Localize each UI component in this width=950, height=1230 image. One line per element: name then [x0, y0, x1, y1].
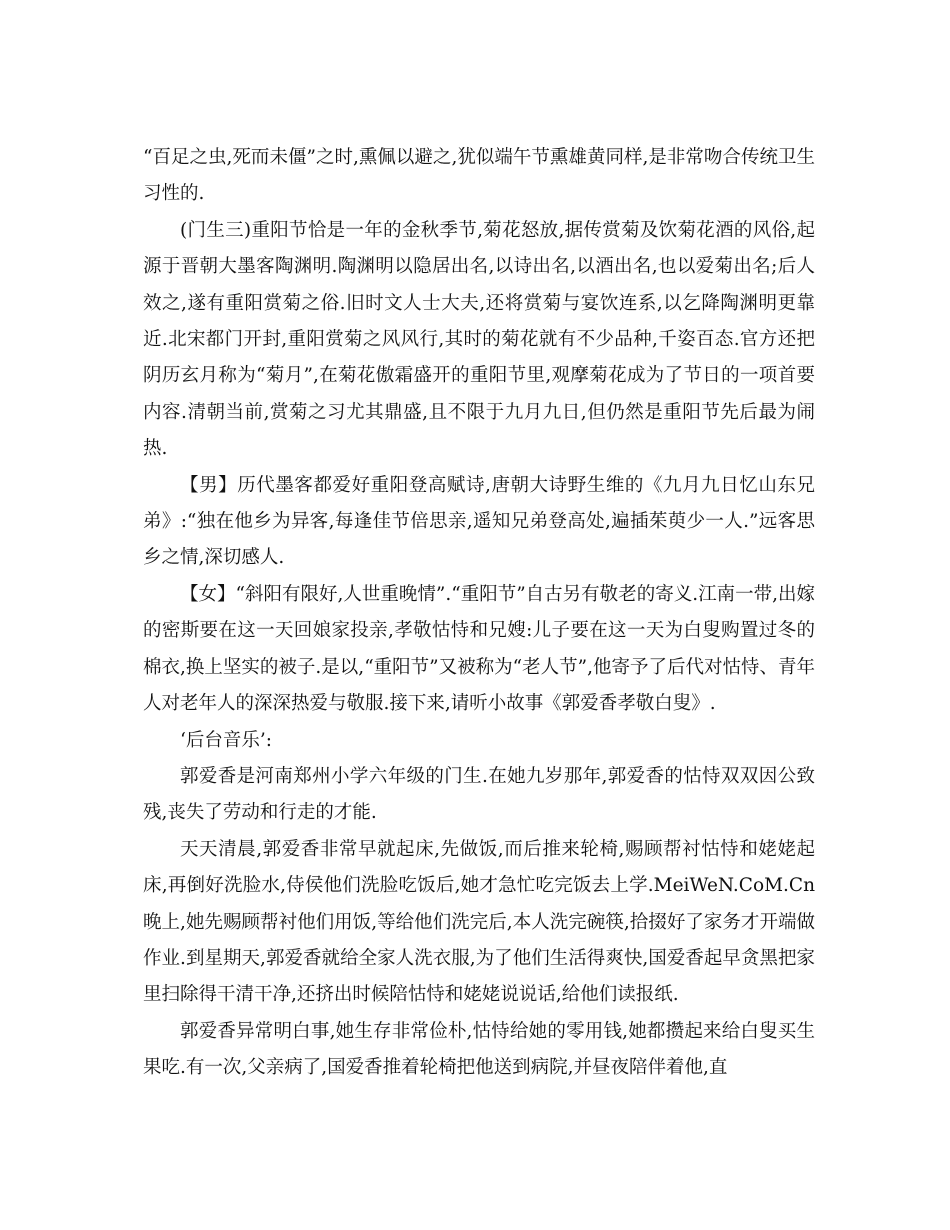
- paragraph-8: [143, 1014, 815, 1087]
- speaker-label-male: 【男】: [180, 474, 238, 496]
- paragraph-1: [143, 140, 815, 213]
- document-body: [143, 140, 815, 1087]
- paragraph-2: [143, 213, 815, 468]
- speaker-label-female: 【女】: [180, 583, 236, 605]
- paragraph-text: “斜阳有限好,人世重晚情”.“重阳节”自古另有敬老的寄义.江南一带,出嫁的密斯要在这一天回娘家投亲,孝敬怙恃和兄嫂:儿子要在这一天为白叟购置过冬的棉衣,换上坚实的被子.是以,“重阳节”又被称为“老人节”,他寄予了后代对怙恃、青年人对老年人的深深热爱与敬服.接下来,请听小故事《郭爱香孝敬白叟》.: [143, 583, 815, 715]
- paragraph-6: [143, 759, 815, 832]
- paragraph-text: 郭爱香是河南郑州小学六年级的门生.在她九岁那年,郭爱香的怙恃双双因公致残,丧失了劳动和行走的才能.: [143, 765, 815, 824]
- paragraph-7: [143, 832, 815, 1014]
- paragraph-text: 郭爱香异常明白事,她生存非常俭朴,怙恃给她的零用钱,她都攒起来给白叟买生果吃.有一次,父亲病了,国爱香推着轮椅把他送到病院,并昼夜陪伴着他,直: [143, 1020, 815, 1079]
- paragraph-4: [143, 577, 815, 723]
- paragraph-3: [143, 468, 815, 577]
- paragraph-text: “百足之虫,死而未僵”之时,熏佩以避之,犹似端午节熏雄黄同样,是非常吻合传统卫生习性的.: [143, 147, 815, 205]
- paragraph-text: 历代墨客都爱好重阳登高赋诗,唐朝大诗野生维的《九月九日忆山东兄弟》:“独在他乡为异客,每逢佳节倍思亲,遥知兄弟登高处,遍插茱萸少一人.”远客思乡之情,深切感人.: [143, 474, 815, 569]
- paragraph-text: 天天清晨,郭爱香非常早就起床,先做饭,而后推来轮椅,赐顾帮衬怙恃和姥姥起床,再倒好洗脸水,侍侯他们洗脸吃饭后,她才急忙吃完饭去上学.MeiWeN.CoM.Cn晚上,她先赐顾帮衬他们用饭,等给他们洗完后,本人洗完碗筷,拾掇好了家务才开端做作业.到星期天,郭爱香就给全家人洗衣服,为了他们生活得爽快,国爱香起早贪黑把家里扫除得干清干净,还挤出时候陪怙恃和姥姥说说话,给他们读报纸.: [143, 838, 815, 1006]
- paragraph-text: ‘后台音乐’:: [180, 729, 272, 751]
- paragraph-5: [143, 723, 815, 759]
- paragraph-text: (门生三)重阳节恰是一年的金秋季节,菊花怒放,据传赏菊及饮菊花酒的风俗,起源于晋朝大墨客陶渊明.陶渊明以隐居出名,以诗出名,以酒出名,也以爱菊出名;后人效之,遂有重阳赏菊之俗.旧时文人士大夫,还将赏菊与宴饮连系,以乞降陶渊明更靠近.北宋都门开封,重阳赏菊之风风行,其时的菊花就有不少品种,千姿百态.官方还把阴历玄月称为“菊月”,在菊花傲霜盛开的重阳节里,观摩菊花成为了节日的一项首要内容.清朝当前,赏菊之习尤其鼎盛,且不限于九月九日,但仍然是重阳节先后最为闹热.: [143, 219, 815, 460]
